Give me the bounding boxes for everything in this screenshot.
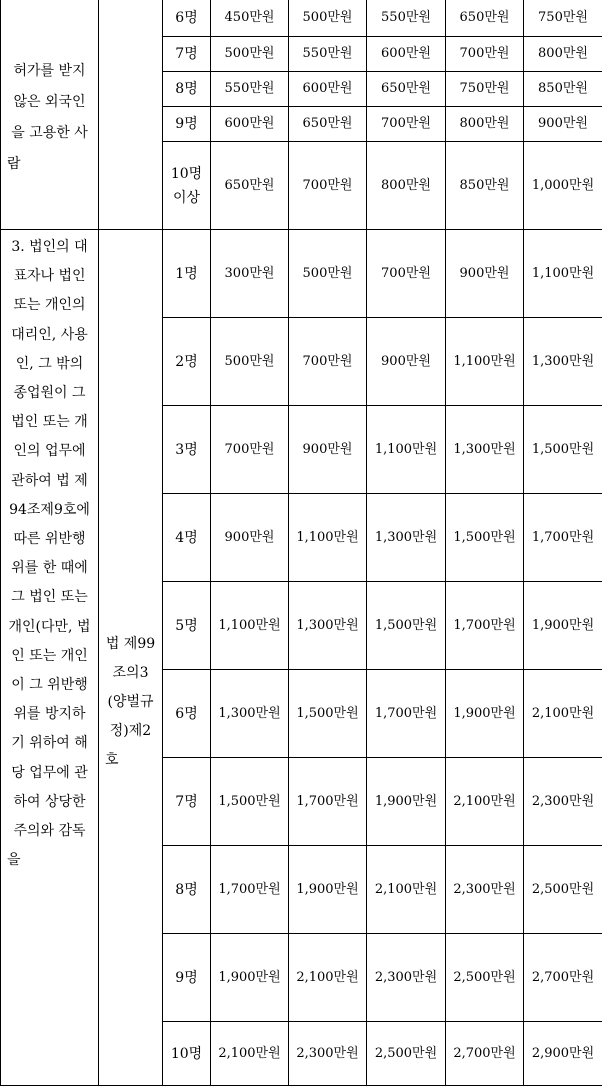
fine-amount: 1,900만원 [446, 670, 524, 758]
fine-amount: 850만원 [446, 142, 524, 230]
employee-count: 9명 [163, 934, 211, 1022]
employee-count: 10명 [163, 1022, 211, 1086]
employee-count: 7명 [163, 37, 211, 72]
fine-amount: 700만원 [367, 107, 446, 142]
fine-amount: 800만원 [524, 37, 602, 72]
employee-count: 7명 [163, 758, 211, 846]
fine-amount: 1,700만원 [211, 846, 289, 934]
fine-amount: 2,100만원 [446, 758, 524, 846]
fine-amount: 800만원 [367, 142, 446, 230]
fine-amount: 1,500만원 [367, 582, 446, 670]
fine-amount: 850만원 [524, 72, 602, 107]
employee-count: 8명 [163, 846, 211, 934]
fine-amount: 1,900만원 [289, 846, 367, 934]
fine-amount: 1,900만원 [211, 934, 289, 1022]
violation-description: 허가를 받지 않은 외국인을 고용한 사람 [1, 0, 99, 230]
fine-amount: 2,100만원 [367, 846, 446, 934]
employee-count: 5명 [163, 582, 211, 670]
fine-amount: 1,300만원 [446, 406, 524, 494]
fine-amount: 550만원 [211, 72, 289, 107]
fine-amount: 2,100만원 [289, 934, 367, 1022]
fine-amount: 2,700만원 [446, 1022, 524, 1086]
fine-amount: 1,500만원 [289, 670, 367, 758]
fine-amount: 1,100만원 [289, 494, 367, 582]
fine-amount: 500만원 [289, 230, 367, 318]
fine-amount: 1,300만원 [367, 494, 446, 582]
fine-amount: 750만원 [524, 0, 602, 37]
fine-amount: 700만원 [289, 142, 367, 230]
employee-count: 9명 [163, 107, 211, 142]
fine-amount: 1,700만원 [446, 582, 524, 670]
fine-amount: 500만원 [211, 318, 289, 406]
legal-basis [99, 0, 163, 230]
fine-amount: 2,500만원 [367, 1022, 446, 1086]
fine-amount: 1,000만원 [524, 142, 602, 230]
fine-amount: 1,100만원 [211, 582, 289, 670]
fine-amount: 600만원 [367, 37, 446, 72]
fine-amount: 1,100만원 [367, 406, 446, 494]
fine-amount: 2,900만원 [524, 1022, 602, 1086]
fine-amount: 700만원 [289, 318, 367, 406]
fine-amount: 500만원 [211, 37, 289, 72]
employee-count: 2명 [163, 318, 211, 406]
fine-amount: 1,500만원 [211, 758, 289, 846]
employee-count: 4명 [163, 494, 211, 582]
fine-amount: 550만원 [289, 37, 367, 72]
fine-amount: 1,700만원 [289, 758, 367, 846]
fine-amount: 2,300만원 [367, 934, 446, 1022]
fine-schedule-body [1, 0, 602, 1086]
fine-amount: 1,700만원 [524, 494, 602, 582]
fine-amount: 1,300만원 [211, 670, 289, 758]
fine-amount: 1,500만원 [446, 494, 524, 582]
fine-amount: 650만원 [446, 0, 524, 37]
fine-amount: 700만원 [367, 230, 446, 318]
fine-amount: 500만원 [289, 0, 367, 37]
fine-amount: 650만원 [367, 72, 446, 107]
employee-count: 3명 [163, 406, 211, 494]
table-row [1, 0, 602, 37]
violation-description: 3. 법인의 대표자나 법인 또는 개인의 대리인, 사용인, 그 밖의 종업원이 그 법인 또는 개인의 업무에 관하여 법 제94조제9호에 따른 위반행위를 한 때에 그 법인 또는 개인(다만, 법인 또는 개인이 그 위반행위를 방지하기 위하여 해당 업무에 관하여 상당한 주의와 감독을 [1, 230, 99, 1086]
fine-amount: 2,500만원 [524, 846, 602, 934]
fine-amount: 700만원 [446, 37, 524, 72]
employee-count: 6명 [163, 670, 211, 758]
employee-count: 6명 [163, 0, 211, 37]
fine-amount: 650만원 [211, 142, 289, 230]
fine-amount: 1,300만원 [289, 582, 367, 670]
fine-amount: 550만원 [367, 0, 446, 37]
fine-amount: 1,100만원 [524, 230, 602, 318]
fine-amount: 2,500만원 [446, 934, 524, 1022]
fine-amount: 2,100만원 [211, 1022, 289, 1086]
table-row [1, 230, 602, 318]
fine-amount: 600만원 [289, 72, 367, 107]
fine-amount: 1,300만원 [524, 318, 602, 406]
fine-amount: 600만원 [211, 107, 289, 142]
fine-amount: 900만원 [446, 230, 524, 318]
fine-amount: 1,900만원 [524, 582, 602, 670]
fine-amount: 900만원 [211, 494, 289, 582]
fine-amount: 2,300만원 [446, 846, 524, 934]
fine-amount: 2,700만원 [524, 934, 602, 1022]
fine-amount: 300만원 [211, 230, 289, 318]
fine-amount: 1,700만원 [367, 670, 446, 758]
fine-amount: 900만원 [367, 318, 446, 406]
fine-amount: 650만원 [289, 107, 367, 142]
fine-amount: 1,500만원 [524, 406, 602, 494]
fine-amount: 900만원 [524, 107, 602, 142]
fine-amount: 900만원 [289, 406, 367, 494]
fine-amount: 1,100만원 [446, 318, 524, 406]
fine-amount: 2,100만원 [524, 670, 602, 758]
fine-amount: 450만원 [211, 0, 289, 37]
employee-count: 1명 [163, 230, 211, 318]
fine-amount: 1,900만원 [367, 758, 446, 846]
employee-count: 8명 [163, 72, 211, 107]
employee-count: 10명 이상 [163, 142, 211, 230]
fine-amount: 750만원 [446, 72, 524, 107]
fine-amount: 2,300만원 [289, 1022, 367, 1086]
fine-amount: 800만원 [446, 107, 524, 142]
fine-amount: 2,300만원 [524, 758, 602, 846]
legal-basis: 법 제99조의3(양벌규정)제2호 [99, 230, 163, 1086]
fine-amount: 700만원 [211, 406, 289, 494]
